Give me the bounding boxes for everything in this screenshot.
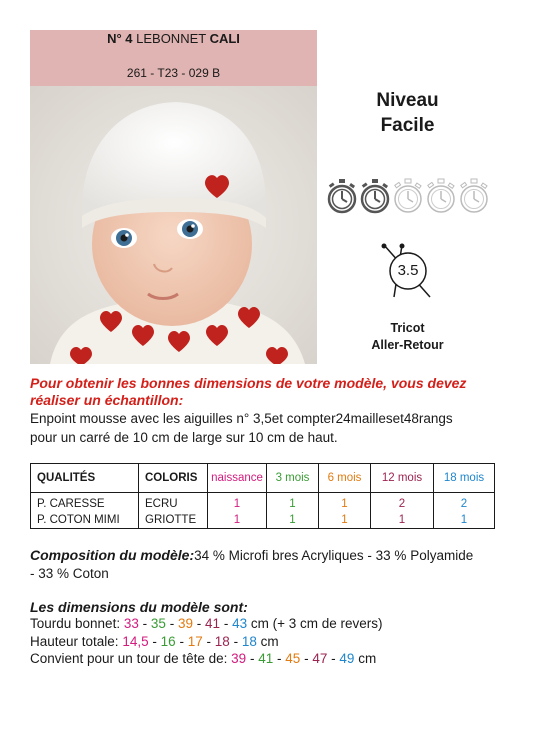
qty-cell: 1 (341, 514, 348, 526)
dim-hauteur-totale: Hauteur totale: 14,5 - 16 - 17 - 18 - 18 cm (30, 634, 279, 649)
table-header-row (31, 464, 495, 493)
qty-cell: 1 (289, 514, 296, 526)
col-quality: QUALITÉS (31, 464, 139, 493)
dim-tour-bonnet: Tourdu bonnet: 33 - 35 - 39 - 41 - 43 cm (+ 3 cm de revers) (30, 616, 383, 631)
qty-cell: 1 (289, 498, 296, 510)
dimensions-title: Les dimensions du modèle sont: (30, 599, 248, 615)
table-row (31, 493, 495, 529)
col-naissance: naissance (208, 464, 267, 493)
stopwatch-empty-icon (393, 178, 423, 214)
composition-label: Composition du modèle: (30, 547, 195, 563)
quantities-table (30, 463, 495, 529)
col-color: COLORIS (139, 464, 208, 493)
composition-text-2: - 33 % Coton (30, 566, 109, 581)
qty-cell: 1 (233, 514, 241, 526)
quality-coton-mimi: P. COTON MIMI (37, 514, 120, 526)
dim-tour-tete: Convient pour un tour de tête de: 39 - 41 - 45 - 47 - 49 cm (30, 651, 377, 666)
needle-size-label: 3.5 (397, 262, 419, 279)
col-18-mois: 18 mois (434, 464, 495, 493)
col-3-mois: 3 mois (267, 464, 319, 493)
model-title: N° 4 LEBONNET CALI (107, 31, 240, 46)
level-value: Facile (380, 115, 435, 136)
composition (30, 546, 510, 583)
gauge-line-2: pour un carré de 10 cm de large sur 10 cm de haut. (30, 430, 338, 445)
stopwatch-filled-icon (360, 178, 390, 214)
gauge-line-1: Enpoint mousse avec les aiguilles n° 3,5et compter24mailleset48rangs (30, 411, 453, 426)
stopwatch-empty-icon (426, 178, 456, 214)
gauge-instructions (30, 409, 510, 447)
quality-caresse: P. CARESSE (37, 498, 105, 510)
composition-text: 34 % Microfi bres Acryliques - 33 % Polyamide (194, 548, 474, 563)
col-12-mois: 12 mois (371, 464, 434, 493)
color-griotte: GRIOTTE (145, 514, 197, 526)
technique-line-1: Tricot (390, 321, 425, 335)
model-reference: 261 - T23 - 029 B (126, 66, 221, 80)
technique (350, 320, 465, 354)
qty-cell: 2 (398, 498, 406, 510)
level-title: Niveau (376, 90, 439, 111)
baby-illustration (30, 86, 317, 364)
qty-cell: 1 (233, 498, 241, 510)
qty-cell: 1 (460, 514, 468, 526)
col-6-mois: 6 mois (319, 464, 371, 493)
qty-cell: 1 (341, 498, 348, 510)
needle-size-icon (378, 243, 438, 299)
stopwatch-empty-icon (459, 178, 489, 214)
difficulty-timers (327, 178, 492, 214)
gauge-warning: Pour obtenir les bonnes dimensions de votre modèle, vous devez réaliser un échantillon: (30, 375, 467, 408)
baby-photo (30, 86, 317, 364)
color-ecru: ECRU (145, 498, 178, 510)
qty-cell: 1 (398, 514, 406, 526)
qty-cell: 2 (460, 498, 468, 510)
stopwatch-filled-icon (327, 178, 357, 214)
technique-line-2: Aller-Retour (371, 338, 444, 352)
